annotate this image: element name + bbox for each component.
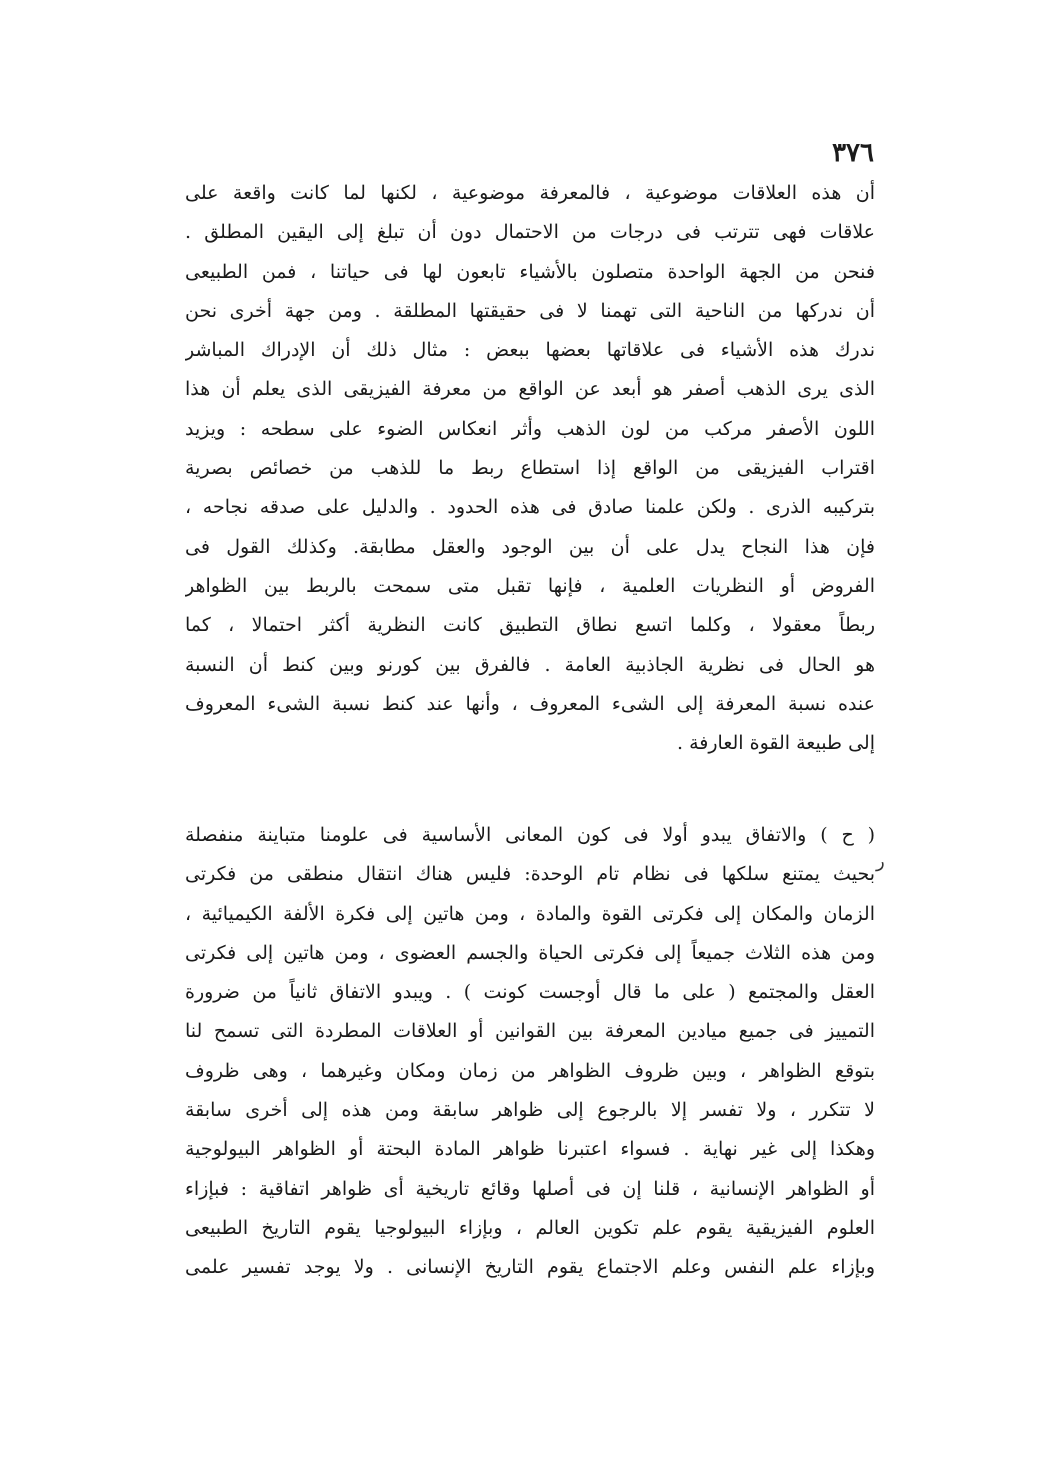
text-line: ومن هذه الثلاث جميعاً إلى فكرتى الحياة والجسم العضوى ، ومن هاتين إلى فكرتى (185, 941, 875, 964)
text-line: الفروض أو النظريات العلمية ، فإنها تقبل متى سمحت بالربط بين الظواهر (185, 574, 875, 597)
text-line: وهكذا إلى غير نهاية . فسواء اعتبرنا ظواهر المادة البحتة أو الظواهر البيولوجية (185, 1138, 875, 1161)
text-line: عنده نسبة المعرفة إلى الشىء المعروف ، وأنها عند كنط نسبة الشىء المعروف (185, 692, 875, 715)
text-line: اللون الأصفر مركب من لون الذهب وأثر انعكاس الضوء على سطحه : ويزيد (185, 417, 875, 440)
text-line: الزمان والمكان إلى فكرتى القوة والمادة ، ومن هاتين إلى فكرة الألفة الكيميائية ، (185, 902, 875, 925)
paragraph-1 (185, 174, 875, 763)
text-line: بتوقع الظواهر ، وبين ظروف الظواهر من زمان ومكان وغيرهما ، وهى ظروف (185, 1059, 875, 1082)
text-line: ندرك هذه الأشياء فى علاقاتها بعضها ببعض : مثال ذلك أن الإدراك المباشر (185, 339, 875, 362)
text-line: أو الظواهر الإنسانية ، قلنا إن فى أصلها وقائع تاريخية أى ظواهر اتفاقية : فبإزاء (185, 1177, 875, 1200)
text-line: العلوم الفيزيقية يقوم علم تكوين العالم ، وبإزاء البيولوجيا يقوم التاريخ الطبيعى (185, 1216, 875, 1239)
text-line: لا تتكرر ، ولا تفسر إلا بالرجوع إلى ظواهر سابقة ومن هذه إلى أخرى سابقة (185, 1099, 875, 1122)
text-line: وبإزاء علم النفس وعلم الاجتماع يقوم التاريخ الإنسانى . ولا يوجد تفسير علمى (185, 1256, 875, 1279)
text-line: ( ح ) والاتفاق يبدو أولا فى كون المعانى الأساسية فى علومنا متباينة منفصلة (185, 824, 875, 846)
text-line: الذى يرى الذهب أصفر هو أبعد عن الواقع من معرفة الفيزيقى الذى يعلم أن هذا (185, 378, 875, 401)
text-line: اقتراب الفيزيقى من الواقع إذا استطاع ربط ما للذهب من خصائص بصرية (185, 457, 875, 480)
text-line: العقل والمجتمع ( على ما قال أوجست كونت ) . ويبدو الاتفاق ثانياً من ضرورة (185, 981, 875, 1004)
text-line: إلى طبيعة القوة العارفة . (677, 732, 875, 755)
text-line: التمييز فى جميع ميادين المعرفة بين القوانين أو العلاقات المطردة التى تسمح لنا (185, 1020, 875, 1043)
text-line: علاقات فهى تترتب فى درجات من الاحتمال دون أن تبلغ إلى اليقين المطلق . (185, 221, 875, 244)
margin-annotation: ر (876, 851, 885, 872)
text-line: أن ندركها من الناحية التى تهمنا لا فى حقيقتها المطلقة . ومن جهة أخرى نحن (185, 299, 875, 322)
text-line: فإن هذا النجاح يدل على أن بين الوجود والعقل مطابقة. وكذلك القول فى (185, 535, 875, 558)
text-line: هو الحال فى نظرية الجاذبية العامة . فالفرق بين كورنو وبين كنط أن النسبة (185, 653, 875, 676)
paragraph-2 (185, 816, 875, 1288)
text-line: فنحن من الجهة الواحدة متصلون بالأشياء تابعون لها فى حياتنا ، فمن الطبيعى (185, 260, 875, 283)
text-line: ربطاً معقولا ، وكلما اتسع نطاق التطبيق كانت النظرية أكثر احتمالا ، كما (185, 614, 875, 637)
text-line: بحيث يمتنع سلكها فى نظام تام الوحدة: فليس هناك انتقال منطقى من فكرتى (185, 863, 875, 886)
text-line: بتركيبه الذرى . ولكن علمنا صادق فى هذه الحدود . والدليل على صدقه نجاحه ، (185, 496, 875, 519)
page-number: ٣٧٦ (832, 138, 874, 168)
text-line: أن هذه العلاقات موضوعية ، فالمعرفة موضوعية ، لكنها لما كانت واقعة على (185, 182, 875, 204)
